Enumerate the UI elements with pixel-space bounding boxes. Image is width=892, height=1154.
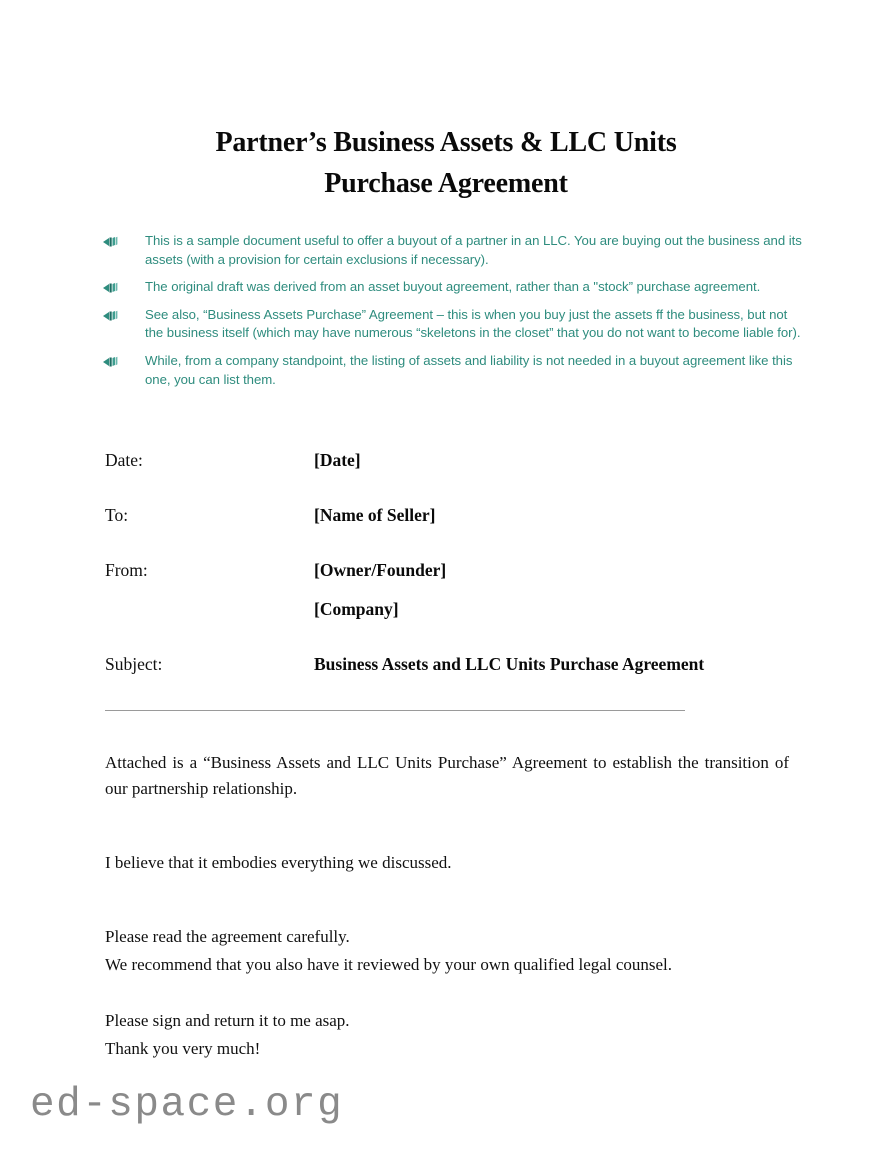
field-row-from	[105, 556, 795, 623]
list-item-text: See also, “Business Assets Purchase” Agreement – this is when you buy just the assets ff the business, but not the business itself (which may have numerous “skeletons in the closet” that you do not want to become liable for).	[145, 306, 801, 341]
body-paragraph-5: Please sign and return it to me asap.	[105, 1011, 350, 1030]
body-paragraph-3: Please read the agreement carefully.	[105, 927, 350, 946]
list-item	[103, 352, 803, 389]
field-row-subject	[105, 650, 795, 678]
body-paragraph-2: I believe that it embodies everything we discussed.	[105, 853, 452, 872]
letter-body	[105, 750, 789, 1062]
list-item	[103, 232, 803, 269]
spacer	[105, 802, 789, 850]
page-title-line-1: Partner’s Business Assets & LLC Units	[215, 127, 677, 158]
field-label-to: To:	[105, 505, 129, 525]
section-divider	[105, 710, 685, 711]
teal-arrow-marker-icon	[103, 232, 145, 248]
field-label-subject: Subject:	[105, 654, 163, 674]
field-label-from: From:	[105, 560, 148, 580]
field-value-from-company: [Company]	[314, 599, 399, 619]
teal-arrow-marker-icon	[103, 352, 145, 368]
list-item	[103, 278, 803, 297]
site-watermark: ed-space.org	[30, 1082, 344, 1128]
teal-arrow-marker-icon	[103, 306, 145, 322]
field-value-to: [Name of Seller]	[314, 505, 436, 525]
list-item-text: While, from a company standpoint, the listing of assets and liability is not needed in a buyout agreement like this one, you can list them.	[145, 352, 793, 387]
field-label-date: Date:	[105, 450, 143, 470]
memo-header-fields	[105, 446, 795, 678]
guidance-notes-list	[103, 232, 803, 398]
field-value-from	[314, 556, 795, 623]
spacer	[105, 978, 789, 1008]
list-item-text: The original draft was derived from an asset buyout agreement, rather than a "stock” purchase agreement.	[145, 279, 761, 295]
field-value-from-owner: [Owner/Founder]	[314, 560, 447, 580]
field-row-to	[105, 501, 795, 529]
body-paragraph-4: We recommend that you also have it reviewed by your own qualified legal counsel.	[105, 955, 673, 974]
spacer	[105, 876, 789, 924]
list-item-text: This is a sample document useful to offer a buyout of a partner in an LLC. You are buying out the business and its assets (with a provision for certain exclusions if necessary).	[145, 233, 802, 267]
list-item	[103, 306, 803, 343]
page-title-line-2: Purchase Agreement	[324, 168, 568, 199]
page-title	[105, 122, 787, 204]
body-paragraph-6: Thank you very much!	[105, 1039, 261, 1058]
field-value-date: [Date]	[314, 450, 361, 470]
field-row-date	[105, 446, 795, 474]
body-paragraph-1: Attached is a “Business Assets and LLC Units Purchase” Agreement to establish the transition of our partnership relationship.	[105, 753, 789, 798]
teal-arrow-marker-icon	[103, 278, 145, 294]
field-value-subject: Business Assets and LLC Units Purchase Agreement	[314, 654, 705, 674]
